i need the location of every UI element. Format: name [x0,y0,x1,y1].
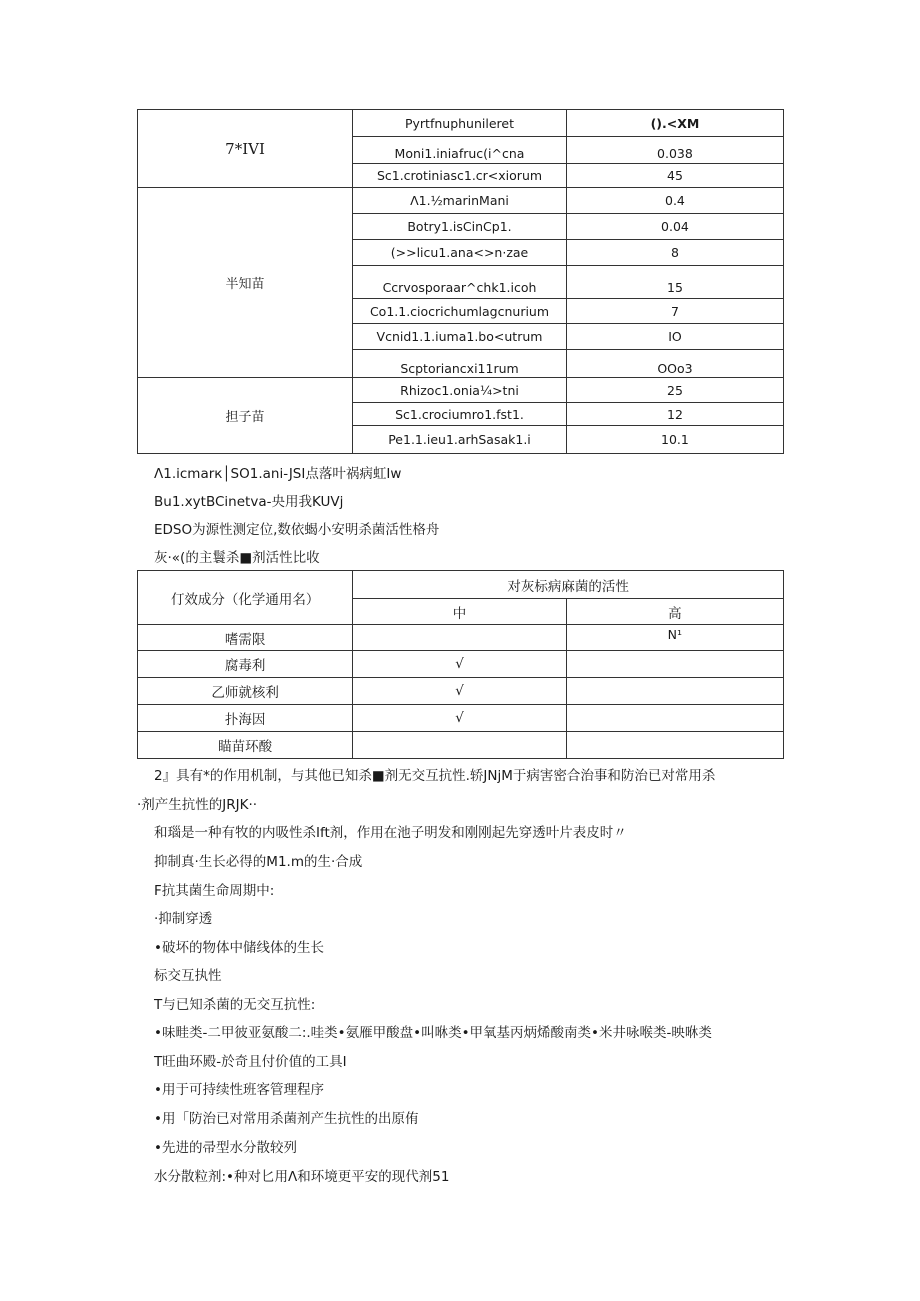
body-paragraph: T与已知杀菌的无交互抗性: [154,997,316,1013]
table-caption: 灰·«(的主鬟杀■剂活性比收 [154,550,320,566]
body-paragraph: 和瑙是一种有牧的内吸性杀Ift剂，作用在池子明发和刚刚起先穿透叶片表皮时〃 [154,825,627,841]
high-cell [566,678,783,705]
value-cell: IO [566,324,783,350]
note-line: Λ1.icmarк│SO1.ani-JSI点落叶祸病虹Iw [154,466,402,482]
pathogen-name-cell: Co1.1.ciocrichumlagcnurium [353,299,567,324]
body-paragraph: 抑制真·生长必得的M1.m的生·合成 [154,854,363,870]
pathogen-name-cell: Pe1.1.ieu1.arhSasak1.i [353,426,567,454]
pathogen-name-cell: Moni1.iniafruc(i^cna [353,137,567,164]
mid-cell: √ [353,651,566,678]
header-medium: 中 [353,599,566,625]
pathogen-name-cell: Sc1.crotiniasc1.cr<xiorum [353,164,567,188]
bullet-item: •用「防治已对常用杀菌剂产生抗性的出原侑 [154,1111,419,1127]
section-heading: T旺曲环殿-於奇且付价值的工具I [154,1054,347,1070]
value-cell: 12 [566,403,783,426]
ingredient-cell: 嗜需限 [138,625,353,651]
bullet-item: •破坏的物体中储线体的生长 [154,940,324,956]
bullet-item: •味畦类-二甲彼亚氨酸二:.哇类•氨雁甲酸盘•叫咻类•甲氧基丙炳烯酸南类•米井咏喉类-映咻类 [154,1025,712,1041]
pathogen-name-cell: Scptoriancxi11rum [353,350,567,378]
value-cell: 25 [566,378,783,403]
header-high: 高 [566,599,783,625]
value-cell: 0.038 [566,137,783,164]
bullet-item: •先进的帚型水分散较列 [154,1140,297,1156]
pathogen-name-cell: (>>licu1.ana<>n·zae [353,240,567,266]
bullet-item: ·抑制穿透 [154,911,213,927]
pathogen-name-cell: Botry1.isCinCp1. [353,214,567,240]
bullet-item: •用于可持续性班客管理程序 [154,1082,324,1098]
value-cell: 0.04 [566,214,783,240]
mid-cell: √ [353,678,566,705]
category-cell: 担子苗 [138,378,353,454]
value-cell: 10.1 [566,426,783,454]
ingredient-cell: 瞄苗环酸 [138,732,353,759]
high-cell [566,651,783,678]
pathogen-activity-table [137,109,784,454]
value-cell: 15 [566,266,783,299]
mid-cell [353,625,566,651]
value-cell: ().<XM [566,110,783,137]
mid-cell [353,732,566,759]
pathogen-name-cell: Ccrvosporaar^chk1.icoh [353,266,567,299]
value-cell: 45 [566,164,783,188]
high-cell [566,705,783,732]
value-cell: 0.4 [566,188,783,214]
value-cell: 8 [566,240,783,266]
pathogen-name-cell: Pyrtfnuphunileret [353,110,567,137]
header-activity-group: 对灰标病麻菌的活性 [353,571,784,599]
header-active-ingredient: 仃效成分（化学通用名） [138,571,353,625]
value-cell: OOo3 [566,350,783,378]
pathogen-name-cell: Vcnid1.1.iuma1.bo<utrum [353,324,567,350]
ingredient-cell: 腐毒利 [138,651,353,678]
body-paragraph: F抗其菌生命周期中: [154,883,275,899]
body-paragraph: 2』具有*的作用机制，与其他已知杀■剂无交互抗性.轿JNjM于病害密合治事和防治已对常用杀 [154,768,716,784]
high-cell: N¹ [566,625,783,651]
category-cell: 7*IVI [138,110,353,188]
category-cell: 半知苗 [138,188,353,378]
activity-comparison-table [137,570,784,759]
body-paragraph: ·剂产生抗性的JRJK·· [137,797,258,813]
pathogen-name-cell: Sc1.crociumro1.fst1. [353,403,567,426]
body-paragraph: 水分散粒剂:•种对匕用Λ和环境更平安的现代剂51 [154,1169,450,1185]
high-cell [566,732,783,759]
ingredient-cell: 扑海因 [138,705,353,732]
pathogen-name-cell: Λ1.½marinMani [353,188,567,214]
note-line: Bu1.xytBCinetva-央用我KUVj [154,494,344,510]
ingredient-cell: 乙师就核利 [138,678,353,705]
section-heading: 标交互执性 [154,968,222,984]
note-line: EDSO为源性测定位,数依蝎小安明杀菌活性格舟 [154,522,440,538]
value-cell: 7 [566,299,783,324]
pathogen-name-cell: Rhizoc1.onia¼>tni [353,378,567,403]
mid-cell: √ [353,705,566,732]
